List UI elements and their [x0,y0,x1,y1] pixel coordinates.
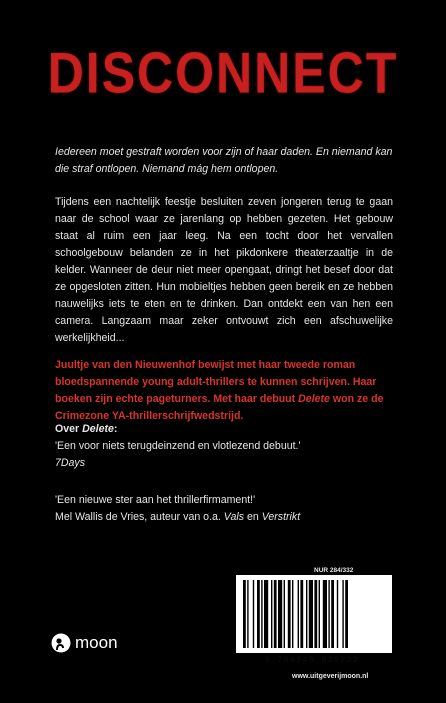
quote-2-joiner: en [244,511,262,523]
author-blurb [55,357,393,425]
synopsis: Tijdens een nachtelijk feestje besluiten zeven jongeren terug te gaan naar de school waar ze jarenlang op hebben gezeten. Het gebouw staat al ruim een jaar leeg. Na een tocht door het vervallen schoolgebouw belanden ze in het pikdonkere theaterzaaltje in de kelder. Wanneer de deur niet meer opengaat, dringt het besef door dat ze opgesloten zitten. Hun mobieltjes hebben geen bereik en ze hebben nauwelijks iets te eten en te drinken. Dan ontdekt een van hen een camera. Langzaam maar zeker ontvouwt zich een afschuwelijke werkelijkheid... [55,196,393,344]
over-heading [55,423,117,435]
quote-1-source: 7Days [55,457,86,469]
over-book: Delete [82,423,114,435]
author-blurb-part1: Juultje van den Nieuwenhof bewijst met haar tweede roman bloedspannende young adult-thrillers te kunnen schrijven. Haar boeken zijn echte pageturners. Met haar debuut [55,359,377,405]
isbn-digits: 9 789048 835232 [264,656,360,665]
barcode [236,575,392,653]
publisher-name: moon [75,633,118,652]
quote-1: 'Een voor niets terugdeinzend en vlotlezend debuut.' [55,440,301,452]
author-blurb-book: Delete [298,393,330,405]
quote-2-book-1: Vals [223,511,245,523]
moon-logo-icon [51,633,71,653]
barcode-bars [239,578,389,650]
publisher-url: www.uitgeverijmoon.nl [292,673,369,680]
quote-2-book-2: Verstrikt [261,511,301,523]
over-prefix: Over [55,423,83,435]
publisher-logo [51,633,118,653]
book-title: DISCONNECT [47,40,399,106]
quote-2: 'Een nieuwe ster aan het thrillerfirmament!' [55,494,256,506]
over-suffix: : [113,423,118,435]
over-section [55,421,393,472]
author-blurb-part2: won ze de Crimezone YA-thrillerschrijfwedstrijd. [55,393,384,422]
quote-2-section [55,492,393,526]
tagline: Iedereen moet gestraft worden voor zijn of haar daden. En niemand kan die straf ontlopen. Niemand mág hem ontlopen. [55,146,393,175]
quote-2-source-prefix: Mel Wallis de Vries, auteur van o.a. [55,511,224,523]
nur-code: NUR 284/332 [314,567,354,574]
